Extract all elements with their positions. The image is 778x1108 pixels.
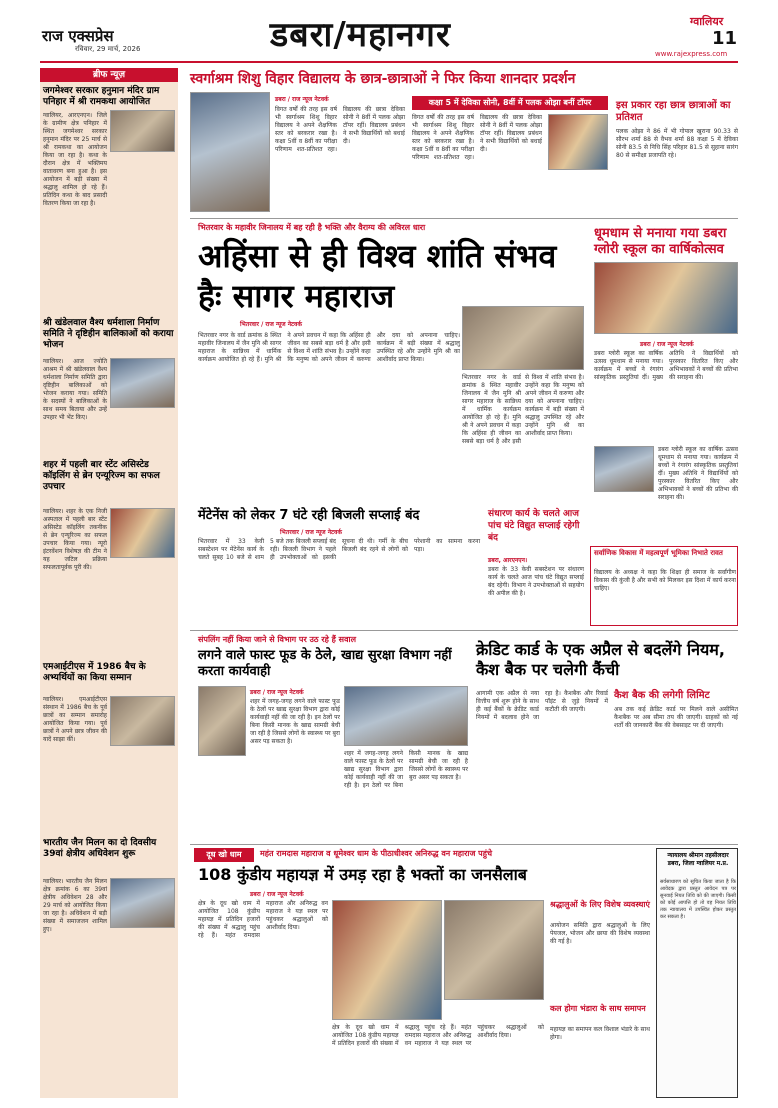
- stats-title: इस प्रकार रहा छात्र छात्राओं का प्रतिशत: [616, 100, 731, 123]
- brief-headline: श्री खंडेलवाल वैश्य धर्मशाला निर्माण समिति ने दृष्टिहीन बालिकाओं को कराया भोजन: [43, 318, 174, 350]
- brief-headline: जगमेश्वर सरकार हनुमान मंदिर ग्राम पनिहार में श्री रामकथा आयोजित: [43, 86, 160, 107]
- food-byline: डबरा / राज न्यूज नेटवर्क: [250, 689, 304, 696]
- brief-photo: [110, 110, 175, 152]
- main-story-headline: अहिंसा से ही विश्व शांति संभव हैः सागर महाराज: [198, 237, 557, 315]
- school-body: डबरा ग्लोरी स्कूल का वार्षिक उत्सव धूमधाम से मनाया गया। कार्यक्रम में बच्चों ने रंगारंग सांस्कृतिक प्रस्तुतियां दीं। मुख्य अतिथि ने विद्यार्थियों को पुरस्कार वितरित किए और अभिभावकों ने बच्चों की प्रतिभा की सराहना की।: [594, 350, 738, 381]
- school-body-cont: डबरा ग्लोरी स्कूल का वार्षिक उत्सव धूमधाम से मनाया गया। कार्यक्रम में बच्चों ने रंगारंग सांस्कृतिक प्रस्तुतियां दीं। मुख्य अतिथि ने विद्यार्थियों को पुरस्कार वितरित किए और अभिभावकों ने बच्चों की प्रतिभा की सराहना की।: [658, 446, 738, 501]
- brief-body: ग्वालियर। शहर के एक निजी अस्पताल में पहली बार स्टेंट असिस्टेड कॉइलिंग तकनीक से ब्रेन एन्यूरिज्म का सफल उपचार किया गया। न्यूरो इंटरवेंशन विशेषज्ञ की टीम ने यह जटिल प्रक्रिया सफलतापूर्वक पूरी की।: [43, 508, 107, 571]
- yagna-photo-2: [444, 900, 544, 1000]
- brief-column: [40, 68, 178, 1098]
- brief-body: ग्वालियर। आज ज्योति आश्रम में श्री खंडेलवाल वैश्य धर्मशाला निर्माण समिति द्वारा दृष्टिहीन बालिकाओं को भोजन कराया गया। समिति के सदस्यों ने बालिकाओं के साथ समय बिताया और उन्हें उपहार भी भेंट किए।: [43, 358, 107, 421]
- issue-date: रविवार, 29 मार्च, 2026: [75, 45, 141, 53]
- top-story-body-cont: विगत वर्षों की तरह इस वर्ष भी स्वर्गाश्रम शिशु विहार विद्यालय ने अपने शैक्षणिक स्तर को बरकरार रखा है। कक्षा 5वीं व 8वीं का परीक्षा परिणाम शत-प्रतिशत रहा। विद्यालय की छात्रा देविका सोनी ने 8वीं में पलक ओझा टॉपर रहीं। विद्यालय प्रबंधन ने सभी विद्यार्थियों को बधाई दी।: [412, 114, 542, 161]
- school-photo-2: [594, 446, 654, 492]
- main-story-body-cont: भितरवार नगर के वार्ड क्रमांक 8 स्थित महावीर जिनालय में जैन मुनि श्री सागर महाराज के सान्निध्य में धार्मिक कार्यक्रम आयोजित हो रहे हैं। मुनि श्री ने अपने प्रवचन में कहा कि अहिंसा ही जीवन का सबसे बड़ा धर्म है और इसी से विश्व में शांति संभव है। उन्होंने कहा कि मनुष्य को अपने जीवन में करुणा और दया को अपनाना चाहिए। कार्यक्रम में बड़ी संख्या में श्रद्धालु उपस्थित रहे और उन्होंने मुनि श्री का आशीर्वाद प्राप्त किया।: [462, 374, 584, 445]
- top-story-byline: डबरा / राज न्यूज नेटवर्क: [275, 96, 329, 103]
- yagna-side-body: आयोजन समिति द्वारा श्रद्धालुओं के लिए पेयजल, भोजन और छाया की विशेष व्यवस्था की गई है।: [550, 922, 650, 945]
- cleanliness-box: [590, 546, 738, 626]
- food-kicker: संपलिंग नहीं किया जाने से विभाग पर उठ रहे हैं सवाल: [198, 635, 357, 644]
- yagna-tag: दूध खो धाम: [194, 848, 254, 862]
- brief-headline: एमआईटीएस में 1986 बैच के अभ्यर्थियों का किया सम्मान: [43, 662, 146, 683]
- brief-body: ग्वालियर। भारतीय जैन मिलन क्षेत्र क्रमांक 6 का 39वां क्षेत्रीय अधिवेशन 28 और 29 मार्च को आयोजित किया जा रहा है। अधिवेशन में बड़ी संख्या में समाजजन शामिल हुए।: [43, 878, 107, 933]
- credit-headline: क्रेडिट कार्ड के एक अप्रैल से बदलेंगे नियम, कैश बैक पर चलेगी कैंची: [476, 640, 725, 679]
- masthead-rule: [40, 61, 738, 63]
- paper-name: राज एक्सप्रेस: [42, 27, 114, 45]
- supply-headline: संधारण कार्य के चलते आज पांच घंटे विद्युत सप्लाई रहेगी बंद: [488, 509, 580, 543]
- brief-headline: भारतीय जैन मिलन का दो दिवसीय 39वां क्षेत्रीय अधिवेशन शुरू: [43, 838, 157, 859]
- brief-photo: [110, 358, 175, 408]
- top-story-photo: [190, 92, 270, 212]
- yagna-side-title: श्रद्धालुओं के लिए विशेष व्यवस्थाएं: [550, 900, 650, 909]
- brief-photo: [110, 696, 175, 746]
- top-story-student-photo: [548, 114, 608, 170]
- cashback-body: अब तक कई क्रेडिट कार्ड पर मिलने वाले असीमित कैशबैक पर अब सीमा तय की जाएगी। ग्राहकों को नई शर्तों की जानकारी बैंक की वेबसाइट पर दी जाएगी।: [614, 706, 738, 729]
- website[interactable]: www.rajexpress.com: [655, 50, 728, 58]
- divider: [190, 630, 738, 631]
- brief-headline: शहर में पहली बार स्टेंट असिस्टेड कॉइलिंग से ब्रेन एन्यूरिज्म का सफल उपचार: [43, 460, 160, 492]
- top-story-body: विगत वर्षों की तरह इस वर्ष भी स्वर्गाश्रम शिशु विहार विद्यालय ने अपने शैक्षणिक स्तर को बरकरार रखा है। कक्षा 5वीं व 8वीं का परीक्षा परिणाम शत-प्रतिशत रहा। विद्यालय की छात्रा देविका सोनी ने 8वीं में पलक ओझा टॉपर रहीं। विद्यालय प्रबंधन ने सभी विद्यार्थियों को बधाई दी।: [275, 106, 405, 153]
- main-story-body: भितरवार नगर के वार्ड क्रमांक 8 स्थित महावीर जिनालय में जैन मुनि श्री सागर महाराज के सान्निध्य में धार्मिक कार्यक्रम आयोजित हो रहे हैं। मुनि श्री ने अपने प्रवचन में कहा कि अहिंसा ही जीवन का सबसे बड़ा धर्म है और इसी से विश्व में शांति संभव है। उन्होंने कहा कि मनुष्य को अपने जीवन में करुणा और दया को अपनाना चाहिए। कार्यक्रम में बड़ी संख्या में श्रद्धालु उपस्थित रहे और उन्होंने मुनि श्री का आशीर्वाद प्राप्त किया।: [198, 332, 460, 363]
- school-byline: डबरा / राज न्यूज नेटवर्क: [640, 341, 694, 348]
- power-headline: मेंटेनेंस को लेकर 7 घंटे रही बिजली सप्लाई बंद: [198, 508, 420, 523]
- food-body-cont: शहर में जगह-जगह लगने वाले फास्ट फूड के ठेलों पर खाद्य सुरक्षा विभाग द्वारा कोई कार्यवाही नहीं की जा रही है। इन ठेलों पर बिना किसी मानक के खाद्य सामग्री बेची जा रही है जिससे लोगों के स्वास्थ्य पर बुरा असर पड़ सकता है।: [344, 750, 468, 789]
- brief-body: ग्वालियर। एमआईटीएस संस्थान में 1986 बैच के पूर्व छात्रों का सम्मान समारोह आयोजित किया गया। पूर्व छात्रों ने अपने छात्र जीवन की यादें साझा कीं।: [43, 696, 107, 743]
- yagna-body-cont: क्षेत्र के दूध खो धाम में आयोजित 108 कुंडीय महायज्ञ में प्रतिदिन हजारों की संख्या में श्रद्धालु पहुंच रहे हैं। महंत रामदास महाराज और अनिरुद्ध वन महाराज ने यज्ञ स्थल पर पहुंचकर श्रद्धालुओं को आशीर्वाद दिया।: [332, 1024, 544, 1047]
- supply-body: डबरा के 33 केवी सबस्टेशन पर संधारण कार्य के चलते आज पांच घंटे विद्युत सप्लाई बंद रहेगी। विभाग ने उपभोक्ताओं से सहयोग की अपील की है।: [488, 566, 584, 597]
- food-headline: लगने वाले फास्ट फूड के ठेले, खाद्य सुरक्षा विभाग नहीं करता कार्यवाही: [198, 648, 452, 679]
- top-story-callout: कक्षा 5 में देविका सोनी, 8वीं में पलक ओझा बनीं टॉपर: [412, 96, 608, 110]
- page-number: 11: [712, 28, 738, 49]
- credit-body: आगामी एक अप्रैल से नया वित्तीय वर्ष शुरू होने के साथ ही कई बैंकों के क्रेडिट कार्ड नियमों में बदलाव होने जा रहा है। कैशबैक और रिवार्ड पॉइंट से जुड़े नियमों में कटौती की जाएगी।: [476, 690, 608, 721]
- yagna-side-body-2: महायज्ञ का समापन कल विशाल भंडारे के साथ होगा।: [550, 1026, 650, 1041]
- food-photo-2: [344, 686, 468, 746]
- brief-body: ग्वालियर, आरएनएन। जिले के ग्रामीण क्षेत्र पनिहार में स्थित जगमेश्वर सरकार हनुमान मंदिर पर 25 मार्च से श्री रामकथा का आयोजन किया जा रहा है। कथा के दौरान क्षेत्र में भक्तिमय वातावरण बना हुआ है। इस आयोजन में बड़ी संख्या में श्रद्धालु शामिल हो रहे हैं। प्रतिदिन कथा के बाद प्रसादी वितरण किया जा रहा है।: [43, 112, 107, 207]
- city-name: ग्वालियर: [690, 15, 724, 28]
- main-story-photo: [462, 306, 584, 370]
- school-headline: धूमधाम से मनाया गया डबरा ग्लोरी स्कूल का वार्षिकोत्सव: [594, 226, 727, 257]
- top-story-headline: स्वर्गाश्रम शिशु विहार विद्यालय के छात्र-छात्राओं ने फिर किया शानदार प्रदर्शन: [190, 71, 576, 87]
- stats-body: पलक ओझा ने 86 में भी गोपाल खुराना 90.33 से सौरभ शर्मा 88 से वैभव शर्मा 88 कक्षा 5 में देविका सोनी 83.5 से निधि सिंह परिहार 81.5 से सुहाना सारंग 80 से समीक्षा प्रजापति रहे।: [616, 128, 738, 159]
- power-byline: भितरवार / राज न्यूज नेटवर्क: [280, 529, 342, 536]
- section-title: डबरा/महानगर: [270, 15, 451, 55]
- divider: [190, 218, 738, 219]
- divider: [190, 844, 738, 845]
- masthead: [0, 0, 778, 60]
- school-photo: [594, 262, 738, 334]
- legal-notice: [656, 848, 738, 1098]
- notice-body: सर्वसाधारण को सूचित किया जाता है कि आवेदक द्वारा प्रस्तुत आवेदन पत्र पर सुनवाई नियत तिथि को की जाएगी। किसी को कोई आपत्ति हो तो वह नियत तिथि तक न्यायालय में उपस्थित होकर प्रस्तुत कर सकता है।: [660, 879, 736, 920]
- food-body: शहर में जगह-जगह लगने वाले फास्ट फूड के ठेलों पर खाद्य सुरक्षा विभाग द्वारा कोई कार्यवाही नहीं की जा रही है। इन ठेलों पर बिना किसी मानक के खाद्य सामग्री बेची जा रही है जिससे लोगों के स्वास्थ्य पर बुरा असर पड़ सकता है।: [250, 698, 340, 745]
- food-photo: [198, 686, 246, 756]
- power-body: भितरवार में 33 केवी सबस्टेशन पर मेंटेनेंस कार्य के चलते सुबह 10 बजे से शाम 5 बजे तक बिजली सप्लाई बंद रही। बिजली विभाग ने पहले ही उपभोक्ताओं को इसकी सूचना दी थी। गर्मी के बीच बिजली बंद रहने से लोगों को परेशानी का सामना करना पड़ा।: [198, 538, 480, 561]
- main-story-byline: भितरवार / राज न्यूज नेटवर्क: [240, 321, 302, 328]
- main-story-kicker: भितरवार के महावीर जिनालय में बह रही है भक्ति और वैराग्य की अविरल धारा: [198, 223, 426, 232]
- yagna-headline: 108 कुंडीय महायज्ञ में उमड़ रहा है भक्तों का जनसैलाब: [198, 865, 527, 884]
- yagna-photo: [332, 900, 442, 1020]
- brief-tag: ब्रीफ न्यूज़: [40, 68, 178, 82]
- cleanliness-body: विद्यालय के अध्यक्ष ने कहा कि शिक्षा ही समाज के सर्वांगीण विकास की कुंजी है और सभी को मिलकर इस दिशा में कार्य करना चाहिए।: [594, 569, 736, 592]
- brief-photo: [110, 878, 175, 928]
- cashback-title: कैश बैक की लगेगी लिमिट: [614, 690, 710, 701]
- yagna-byline: डबरा / राज न्यूज नेटवर्क: [250, 891, 304, 898]
- yagna-body: क्षेत्र के दूध खो धाम में आयोजित 108 कुंडीय महायज्ञ में प्रतिदिन हजारों की संख्या में श्रद्धालु पहुंच रहे हैं। महंत रामदास महाराज और अनिरुद्ध वन महाराज ने यज्ञ स्थल पर पहुंचकर श्रद्धालुओं को आशीर्वाद दिया।: [198, 900, 328, 939]
- notice-title: न्यायालय श्रीमान तहसीलदार डबरा, जिला ग्वालियर म.प्र.: [667, 852, 729, 867]
- brief-photo: [110, 508, 175, 558]
- yagna-kicker: महंत रामदास महाराज व धूमेश्वर धाम के पीठाधीश्वर अनिरुद्ध वन महाराज पहुंचे: [260, 849, 493, 858]
- supply-byline: डबरा, आरएनएन।: [488, 557, 528, 564]
- cleanliness-title: सर्वाणिक विकास में महत्वपूर्ण भूमिका निभाते रावत: [594, 549, 723, 557]
- yagna-side-title-2: कल होगा भंडारा के साथ समापन: [550, 1004, 646, 1013]
